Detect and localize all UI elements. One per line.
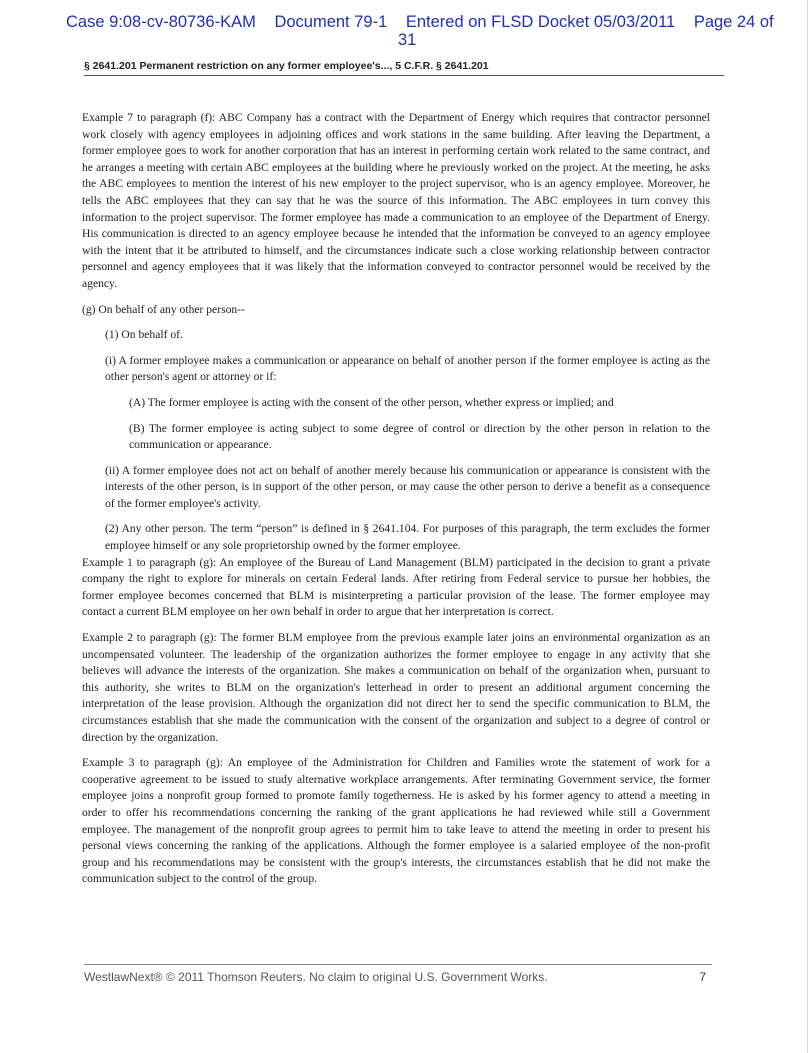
paragraph-example-7-f: Example 7 to paragraph (f): ABC Company has a contract with the Department of Energy which requires that contractor personnel work closely with agency employees in adjoining offices and work stations in the same building. After leaving the Department, a former employee goes to work for another corporation that has an interest in performing certain work related to the same contract, and he arranges a meeting with certain ABC employees at the building where he previously worked on the project. At the meeting, he asks the ABC employees to mention the interest of his new employer to the project supervisor, who is an agency employee. Moreover, he tells the ABC employees that they can say that he was the source of this information. The ABC employees in turn convey this information to the project supervisor. The former employee has made a communication to an employee of the Department of Energy. His communication is directed to an agency employee because he intended that the information be conveyed to an agency employee with the intent that it be attributed to himself, and the circumstances indicate such a close working relationship between contractor personnel and agency employees that it was likely that the information conveyed to contractor personnel would be received by the agency. [82, 111, 710, 290]
paragraph-example-2-g: Example 2 to paragraph (g): The former BLM employee from the previous example later joins an environmental organization as an uncompensated volunteer. The leadership of the organization authorizes the former employee to engage in any activity that she believes will advance the interests of the organization. She makes a communication on behalf of the organization when, pursuant to this authority, she writes to BLM on the organization's letterhead in order to present an additional argument concerning the interpretation of the lease provision. Although the organization did not direct her to send the specific communication to BLM, the circumstances establish that she made the communication with the consent of the organization and subject to a degree of control or direction by the organization. [82, 631, 710, 744]
page-footer [84, 964, 712, 984]
paragraph-g-heading: (g) On behalf of any other person-- [82, 302, 245, 316]
document-body [82, 110, 710, 897]
paragraph-example-1-g: Example 1 to paragraph (g): An employee of the Bureau of Land Management (BLM) participated in the decision to grant a private company the right to explore for minerals on certain Federal lands. After retiring from Federal service to pursue her hobbies, the former employee becomes concerned that BLM is misinterpreting a particular provision of the lease. The former employee may contact a current BLM employee on her own behalf in order to argue that her interpretation is correct. [82, 555, 710, 619]
stamp-line-1 [66, 14, 788, 31]
footer-copyright: WestlawNext® © 2011 Thomson Reuters. No claim to original U.S. Government Works. [84, 970, 548, 984]
paragraph-g-1: (1) On behalf of. [105, 328, 183, 342]
document-number: Document 79-1 [274, 13, 388, 31]
case-number: Case 9:08-cv-80736-KAM [66, 13, 256, 31]
page-total: 31 [398, 31, 417, 49]
paragraph-g-1-i-a: (A) The former employee is acting with the consent of the other person, whether express or implied; and [129, 395, 614, 409]
paragraph-example-3-g: Example 3 to paragraph (g): An employee of the Administration for Children and Families wrote the statement of work for a cooperative agreement to be issued to study alternative workplace arrangements. After terminating Government service, the former employee joins a nonprofit group formed to promote family togetherness. He is asked by his former agency to attend a meeting in order to offer his recommendations concerning the ranking of the grant applications he had reviewed while still a Government employee. The management of the nonprofit group agrees to permit him to take leave to attend the meeting in order to present his personal views concerning the ranking of the applications. Although the former employee is a salaried employee of the non-profit group and his recommendations may be consistent with the group's interests, the circumstances establish that he did not make the communication subject to the control of the group. [82, 756, 710, 886]
docket-entry-date: Entered on FLSD Docket 05/03/2011 [405, 13, 676, 31]
page-of: Page 24 of [693, 13, 774, 31]
paragraph-g-1-i-b: (B) The former employee is acting subject to some degree of control or direction by the other person in relation to the communication or appearance. [129, 421, 710, 452]
paragraph-g-1-i: (i) A former employee makes a communication or appearance on behalf of another person if the former employee is acting as the other person's agent or attorney or if: [105, 353, 710, 384]
paragraph-g-2: (2) Any other person. The term “person” is defined in § 2641.104. For purposes of this paragraph, the term excludes the former employee himself or any sole proprietorship owned by the former employee. [105, 522, 710, 553]
paragraph-g-1-ii: (ii) A former employee does not act on behalf of another merely because his communication or appearance is consistent with the interests of the other person, is in support of the other person, or may cause the other person to derive a benefit as a consequence of the former employee's activity. [105, 463, 710, 510]
running-head: § 2641.201 Permanent restriction on any former employee's..., 5 C.F.R. § 2641.201 [84, 60, 724, 76]
page-number: 7 [699, 970, 706, 984]
